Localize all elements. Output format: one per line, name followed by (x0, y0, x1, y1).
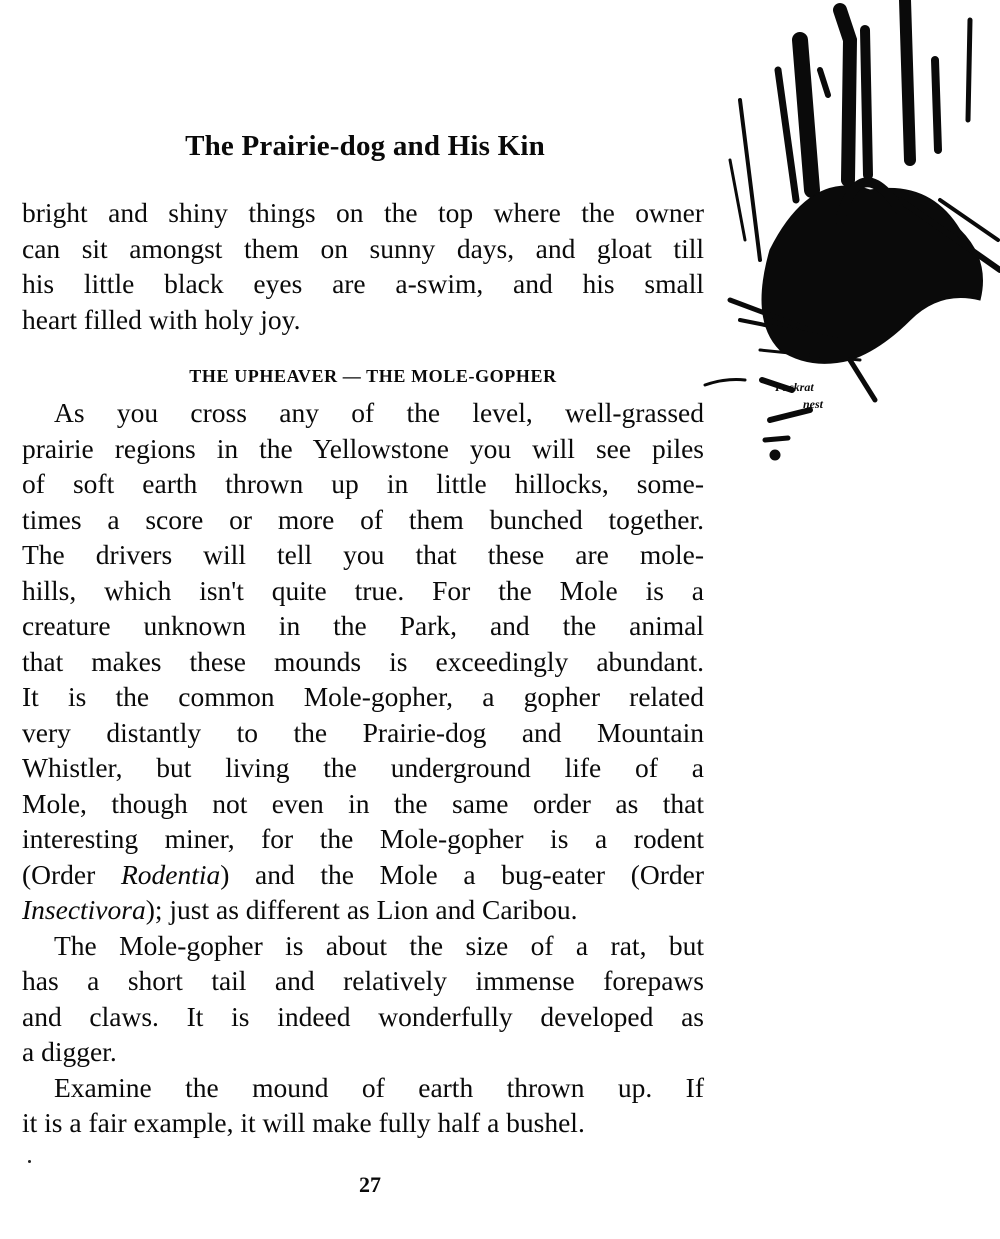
body-text (22, 195, 704, 1141)
text-line: Mole, though not even in the same order as that (22, 787, 704, 819)
text-line: prairie regions in the Yellowstone you will see piles (22, 432, 704, 464)
text-line: can sit amongst them on sunny days, and gloat till (22, 232, 704, 264)
text-line: Whistler, but living the underground life of a (22, 752, 704, 783)
italic-term: Rodentia (120, 858, 221, 890)
text-line-with-italic (22, 892, 704, 928)
text-line: The Mole-gopher is about the size of a rat, but (54, 929, 704, 961)
italic-term: Insectivora (22, 894, 146, 925)
text-line: hills, which isn't quite true. For the Mole is a (22, 574, 704, 606)
text-line: It is the common Mole-gopher, a gopher related (22, 681, 704, 712)
text-line: creature unknown in the Park, and the animal (22, 610, 704, 641)
text-line-with-italic (22, 857, 704, 893)
text-line: very distantly to the Prairie-dog and Mountain (22, 716, 704, 748)
text-line: that makes these mounds is exceedingly abundant. (22, 645, 704, 677)
text-line: interesting miner, for the Mole-gopher is a rodent (22, 823, 704, 854)
text-line: has a short tail and relatively immense forepaws (22, 965, 704, 996)
illustration-caption-line-1: Packrat (775, 380, 814, 394)
running-head: The Prairie-dog and His Kin (185, 130, 545, 162)
page-number: 27 (359, 1172, 381, 1197)
text-line: The drivers will tell you that these are mole- (22, 539, 704, 570)
illustration-caption-line-2: nest (803, 397, 824, 411)
text-segment: ); just as different as Lion and Caribou. (145, 894, 578, 925)
ink-speck (28, 1160, 31, 1163)
text-line: and claws. It is indeed wonderfully developed as (22, 1000, 704, 1032)
text-line: Examine the mound of earth thrown up. If (54, 1071, 704, 1103)
text-segment: (Order (22, 858, 121, 890)
text-line: times a score or more of them bunched together. (22, 503, 704, 535)
text-line: a digger. (22, 1036, 117, 1067)
text-line: bright and shiny things on the top where the owner (22, 197, 704, 228)
text-segment: ) and the Mole a bug-eater (Order (220, 858, 704, 890)
text-line: it is a fair example, it will make fully half a bushel. (22, 1107, 585, 1138)
text-line: his little black eyes are a-swim, and his small (22, 268, 704, 299)
text-line: of soft earth thrown up in little hillocks, some- (22, 468, 704, 499)
text-line: As you cross any of the level, well-grassed (54, 397, 704, 428)
packrat-nest-illustration (700, 0, 1000, 470)
section-heading: THE UPHEAVER — THE MOLE-GOPHER (189, 366, 557, 386)
text-line: heart filled with holy joy. (22, 303, 301, 335)
